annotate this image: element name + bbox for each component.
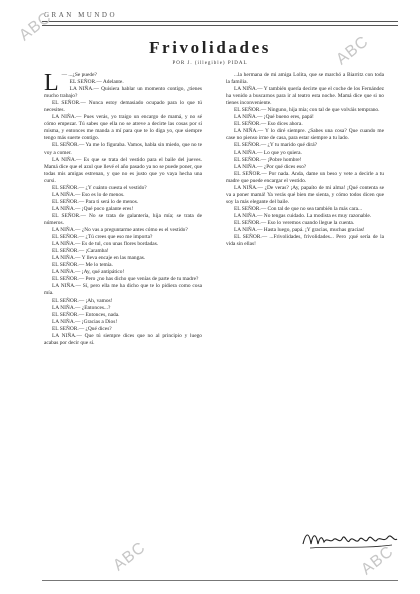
- dialogue-paragraph: LA NIÑA.— ¿Por qué dices eso?: [234, 163, 307, 170]
- dialogue-paragraph: EL SEÑOR.— No se trata de galantería, hija mía; se trata de números.: [44, 212, 202, 226]
- dialogue-paragraph: EL SEÑOR.— ¿Y tu marido qué dirá?: [234, 142, 317, 149]
- dialogue-paragraph: EL SEÑOR.— Con tal de que no sea también la más cara...: [234, 205, 363, 212]
- dialogue-paragraph: EL SEÑOR.— Para ti será lo de menos.: [52, 198, 139, 205]
- dialogue-paragraph: LA NIÑA.— Es que se trata del vestido para el baile del jueves. Mamá dice que el azul que llevé el año pasado ya no se puede poner, que todas mis amigas estrenan, y que no es justo que yo vaya hecha una cursi.: [44, 156, 202, 184]
- author-signature: [300, 528, 400, 557]
- dialogue-paragraph: LA NIÑA.— Y lleva encaje en las mangas.: [52, 255, 146, 262]
- watermark-stamp: ABC: [358, 542, 398, 579]
- dialogue-paragraph: LA NIÑA.— ¡Gracias a Dios!: [52, 318, 118, 325]
- dialogue-paragraph: LA NIÑA.— Que tú siempre dices que no al principio y luego acabas por decir que sí.: [44, 332, 202, 346]
- dialogue-paragraph: EL SEÑOR.— Nunca estoy demasiado ocupado para lo que tú necesites.: [44, 100, 202, 114]
- dialogue-paragraph: LA NIÑA.— ¡Qué bueno eres, papá!: [234, 114, 314, 121]
- dialogue-paragraph: EL SEÑOR.— ¿Tú crees que eso me importa?: [52, 234, 153, 241]
- dialogue-paragraph: LA NIÑA.— ¡Ay, qué antipático!: [52, 269, 125, 276]
- watermark-stamp: ABC: [333, 32, 373, 69]
- dialogue-paragraph: EL SEÑOR.— Por nada. Anda, dame un beso y vete a decirle a tu madre que puede encargar el vestido.: [226, 170, 384, 184]
- dialogue-paragraph: LA NIÑA.— Pues verás, yo traigo un encargo de mamá, y no sé cómo empezar. Tú sabes que ella no se atreve a decirte las cosas por sí misma, y entonces me manda a mí para que te lo diga yo, que siempre tengo más suerte contigo.: [44, 114, 202, 142]
- right-column: [226, 72, 384, 542]
- dialogue-paragraph: LA NIÑA.— ¿Entonces...?: [52, 304, 111, 311]
- dialogue-paragraph: EL SEÑOR.— ¡Ah, vamos!: [52, 297, 113, 304]
- dialogue-paragraph: LA NIÑA.— Lo que yo quiera.: [234, 149, 302, 156]
- dialogue-paragraph: — ...¿Se puede?: [61, 72, 97, 78]
- dialogue-paragraph: EL SEÑOR.— ¡Caramba!: [52, 248, 109, 255]
- dialogue-paragraph: EL SEÑOR.— Eso lo veremos cuando llegue la cuenta.: [234, 219, 355, 226]
- dialogue-paragraph: EL SEÑOR.— ¡Pobre hombre!: [234, 156, 302, 163]
- drop-cap: L: [44, 70, 59, 96]
- dialogue-paragraph: EL SEÑOR.— ¿Y cuánto cuesta el vestido?: [52, 184, 147, 191]
- dialogue-paragraph: LA NIÑA.— Eso es lo de menos.: [52, 191, 125, 198]
- dialogue-paragraph: LA NIÑA.— ¡Qué poco galante eres!: [52, 205, 134, 212]
- watermark-stamp: ABC: [110, 538, 150, 575]
- dialogue-paragraph: EL SEÑOR.— Adelante.: [69, 79, 124, 86]
- dialogue-paragraph: LA NIÑA.— ¿No vas a preguntarme antes cómo es el vestido?: [52, 227, 188, 234]
- header-rule-double: [42, 25, 398, 26]
- dialogue-paragraph: EL SEÑOR.— Me lo temía.: [52, 262, 113, 269]
- left-column: [44, 72, 202, 562]
- dialogue-paragraph: ...la hermana de mi amiga Lolita, que se marchó a Biarritz con toda la familia.: [226, 72, 384, 86]
- dialogue-paragraph: LA NIÑA.— Y lo diré siempre. ¿Sabes una cosa? Que cuando me case no pienso irme de casa, para estar siempre a tu lado.: [226, 128, 384, 142]
- dialogue-paragraph: EL SEÑOR.— ¿Qué dices?: [52, 325, 112, 332]
- dialogue-paragraph: EL SEÑOR.— Ninguno, hija mía; con tal de que volváis temprano.: [234, 107, 380, 114]
- article-byline: POR J. (illegible) PIDAL: [172, 61, 248, 66]
- dialogue-paragraph: LA NIÑA.— ¿De veras? ¡Ay, papaíto de mi alma! ¡Qué contenta se va a poner mamá! Ya verás qué bien me sienta, y cómo todos dicen que soy la más elegante del baile.: [226, 184, 384, 205]
- dialogue-paragraph: EL SEÑOR.— Pero ¿no has dicho que venías de parte de tu madre?: [52, 276, 199, 283]
- dialogue-paragraph: EL SEÑOR.— ...Frivolidades, frivolidades... Pero ¡qué sería de la vida sin ellas!: [226, 234, 384, 248]
- dialogue-paragraph: EL SEÑOR.— Entonces, nada.: [52, 311, 120, 318]
- dialogue-paragraph: LA NIÑA.— Quisiera hablar un momento contigo, ¿tienes mucho trabajo?: [44, 86, 202, 100]
- dialogue-paragraph: LA NIÑA.— Y también quería decirte que el coche de los Fernández ha venido a buscarnos para ir al teatro esta noche. Mamá dice que si no tienes inconveniente.: [226, 86, 384, 107]
- watermark-stamp: ABC: [16, 8, 56, 45]
- dialogue-paragraph: LA NIÑA.— Hasta luego, papá. ¡Y gracias, muchas gracias!: [234, 227, 365, 234]
- article-title: Frivolidades: [149, 38, 271, 57]
- dialogue-paragraph: LA NIÑA.— Es de tul, con unas flores bordadas.: [52, 241, 159, 248]
- running-head: GRAN MUNDO: [44, 11, 118, 19]
- dialogue-paragraph: EL SEÑOR.— Ya me lo figuraba. Vamos, habla sin miedo, que no te voy a comer.: [44, 142, 202, 156]
- dialogue-paragraph: LA NIÑA.— Sí, pero ella me ha dicho que te lo pidiera como cosa mía.: [44, 283, 202, 297]
- dialogue-paragraph: LA NIÑA.— No tengas cuidado. La modista es muy razonable.: [234, 212, 372, 219]
- header-rule: [42, 21, 398, 22]
- dialogue-paragraph: EL SEÑOR.— Eso dices ahora.: [234, 121, 303, 128]
- footer-rule: [42, 580, 398, 581]
